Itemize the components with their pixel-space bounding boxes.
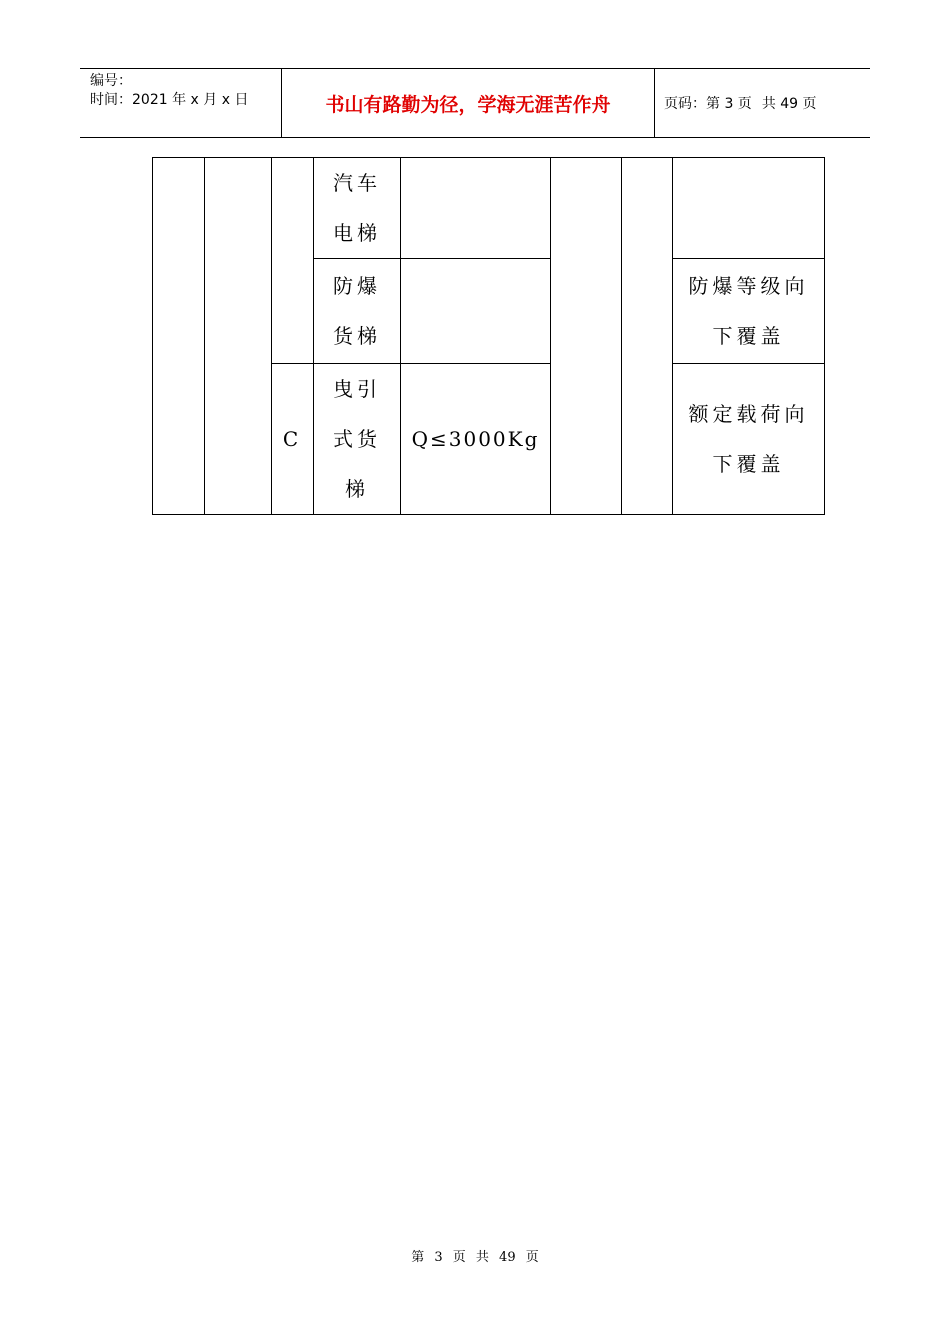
note-cell xyxy=(673,364,825,515)
page-label: 页码：第 3 页 xyxy=(664,96,752,112)
table-cell xyxy=(272,158,314,364)
type-cell xyxy=(314,364,401,515)
table-cell xyxy=(622,158,673,515)
type-cell xyxy=(314,259,401,364)
type-text: 曳引式货梯 xyxy=(333,377,381,501)
page-footer: 第 3 页 共 49 页 xyxy=(411,1250,539,1265)
note-text: 防爆等级向下覆盖 xyxy=(688,274,809,348)
page-header xyxy=(80,68,870,138)
table-cell xyxy=(153,158,205,515)
load-cell xyxy=(401,364,551,515)
page-indicator xyxy=(654,69,870,137)
type-cell xyxy=(314,158,401,259)
type-text: 防爆货梯 xyxy=(333,274,381,348)
table-cell xyxy=(401,259,551,364)
note-text: 额定载荷向下覆盖 xyxy=(688,402,809,476)
class-text: C xyxy=(282,427,303,451)
load-text: Q≤3000Kg xyxy=(411,427,540,451)
elevator-table xyxy=(152,157,825,515)
note-cell xyxy=(673,259,825,364)
type-text: 汽车电梯 xyxy=(333,171,381,245)
page-total: 共 49 页 xyxy=(761,96,817,112)
time-label: 时间：2021 年 x 月 x 日 xyxy=(90,92,249,108)
table-cell xyxy=(551,158,622,515)
table-cell xyxy=(673,158,825,259)
table-cell xyxy=(401,158,551,259)
motto: 书山有路勤为径，学海无涯苦作舟 xyxy=(281,69,655,137)
header-meta xyxy=(80,69,280,137)
class-cell xyxy=(272,364,314,515)
number-label: 编号： xyxy=(90,73,132,89)
table-cell xyxy=(205,158,272,515)
